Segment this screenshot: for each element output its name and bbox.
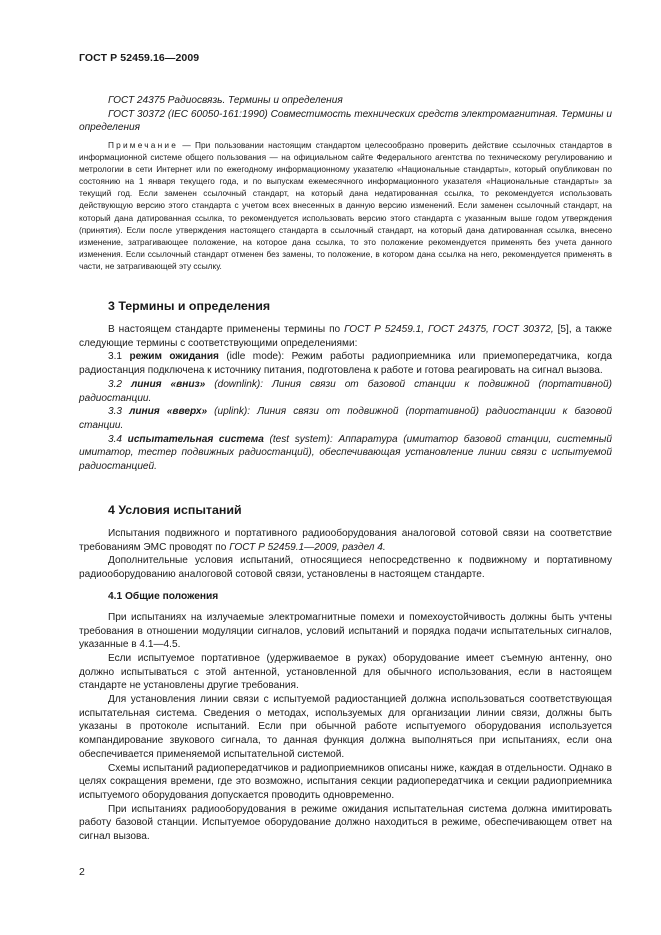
reference-gost-24375: ГОСТ 24375 Радиосвязь. Термины и определения xyxy=(108,95,343,106)
term-definition: (downlink): Линия связи от базовой станции к подвижной (портативной) радиостанции. xyxy=(79,378,612,404)
section-4-paragraph-1 xyxy=(79,527,612,554)
note-label: Примечание xyxy=(108,140,179,150)
term-3-1 xyxy=(79,350,612,377)
term-3-3 xyxy=(79,405,612,432)
normative-references-list xyxy=(79,94,612,135)
term-name: линия «вниз» xyxy=(130,378,206,390)
term-name: испытательная система xyxy=(127,433,264,445)
term-definition: (test system): Аппаратура (имитатор базовой станции, системный имитатор, тестер подвижных радиостанций), обеспечивающая установление линии связи с испытуемой радиостанцией. xyxy=(79,433,612,473)
intro-text-start: В настоящем стандарте применены термины по xyxy=(108,324,345,335)
note-text: — При пользовании настоящим стандартом целесообразно проверить действие ссылочных стандартов в информационной системе общего пользования — на официальном сайте Федерального агентства по техническому регулированию и метрологии в сети Интернет или по ежегодному информационному указателю «Национальные стандарты», который опубликован по состоянию на 1 января текущего года, и по выпускам ежемесячного информационного указателя «Национальные стандарты» за текущий год. Если заменен ссылочный стандарт, на который дана недатированная ссылка, то рекомендуется использовать действующую версию этого стандарта с учетом всех внесенных в данную версию изменений. Если заменен ссылочный стандарт, на который дана датированная ссылка, то рекомендуется использовать версию этого стандарта с указанным выше годом утверждения (принятия). Если после утверждения настоящего стандарта в ссылочный стандарт, на который дана датированная ссылка, внесено изменение, затрагивающее положение, на которое дана ссылка, то это положение рекомендуется применять без учета данного изменения. Если ссылочный стандарт отменен без замены, то положение, в котором дана ссылка на него, рекомендуется применять в части, не затрагивающей эту ссылку. xyxy=(79,140,612,271)
section-3-intro xyxy=(79,323,612,350)
section-4 xyxy=(79,503,612,844)
subsection-4-1-paragraph-3: Для установления линии связи с испытуемой радиостанцией должна использоваться соответствующая испытательная система. Сведения о методах, используемых для организации линии связи, должны быть указаны в протоколе испытаний. Если при обычной работе испытуемого оборудования используется компандирование звукового сигнала, то данная функция должна выполняться при испытаниях, если она обеспечивается применяемой испытательной системой. xyxy=(79,694,612,760)
paragraph-text: Испытания подвижного и портативного радиооборудования аналоговой сотовой связи на соответствие требованиям ЭМС проводят по xyxy=(79,528,612,553)
intro-references: ГОСТ Р 52459.1, ГОСТ 24375, ГОСТ 30372, xyxy=(344,324,554,335)
note-paragraph xyxy=(79,139,612,272)
section-3-title: 3 Термины и определения xyxy=(108,299,271,313)
subsection-4-1-title: 4.1 Общие положения xyxy=(108,590,219,602)
note-block xyxy=(79,139,612,272)
term-definition: (idle mode): Режим работы радиоприемника или приемопередатчика, когда радиостанция подключена к источнику питания, подготовлена к работе и готова реагировать на сигнал вызова. xyxy=(79,351,612,377)
subsection-4-1-paragraph-1: При испытаниях на излучаемые электромагнитные помехи и помехоустойчивость должны быть учтены требования в отношении модуляции сигналов, условий испытаний и порядка подачи испытательных сигналов, указанные в 4.1—4.5. xyxy=(79,611,612,651)
term-name: режим ожидания xyxy=(129,351,219,363)
term-3-2 xyxy=(79,378,612,405)
paragraph-reference: ГОСТ Р 52459.1—2009, раздел 4. xyxy=(229,541,386,553)
term-definition: (uplink): Линия связи от подвижной (портативной) радиостанции к базовой станции. xyxy=(79,406,612,431)
reference-gost-30372: ГОСТ 30372 (IEC 60050-161:1990) Совместимость технических средств электромагнитная. Термины и определения xyxy=(79,108,612,134)
subsection-4-1-paragraph-5: При испытаниях радиооборудования в режиме ожидания испытательная система должна имитировать работу базовой станции. Испытуемое оборудование должно находиться в режиме, обеспечивающем ответ на сигнал вызова. xyxy=(79,803,612,843)
term-number: 3.3 xyxy=(108,406,130,418)
document-header: ГОСТ Р 52459.16—2009 xyxy=(79,52,200,64)
section-4-title: 4 Условия испытаний xyxy=(108,503,242,517)
intro-text-end: [5], а также следующие термины с соответствующими определениями: xyxy=(79,324,612,349)
subsection-4-1-paragraph-2: Если испытуемое портативное (удерживаемое в руках) оборудование имеет съемную антенну, оно должно испытываться с этой антенной, установленной для обычного использования, если в настоящем стандарте не установлены другие требования. xyxy=(79,652,612,692)
page-number: 2 xyxy=(79,866,85,878)
term-number: 3.4 xyxy=(108,433,128,445)
section-3 xyxy=(79,299,612,474)
term-3-4 xyxy=(79,433,612,474)
term-number: 3.1 xyxy=(108,351,130,363)
section-4-paragraph-2: Дополнительные условия испытаний, относящиеся непосредственно к подвижному и портативному радиооборудованию аналоговой сотовой связи, установлены в настоящем стандарте. xyxy=(79,555,612,581)
subsection-4-1-paragraph-4: Схемы испытаний радиопередатчиков и радиоприемников описаны ниже, каждая в отдельности. Однако в целях сокращения времени, где это возможно, испытания секции радиопередатчика и секции радиоприемника испытуемого оборудования допускается проводить одновременно. xyxy=(79,762,612,801)
term-number: 3.2 xyxy=(108,378,131,390)
term-name: линия «вверх» xyxy=(129,406,208,418)
